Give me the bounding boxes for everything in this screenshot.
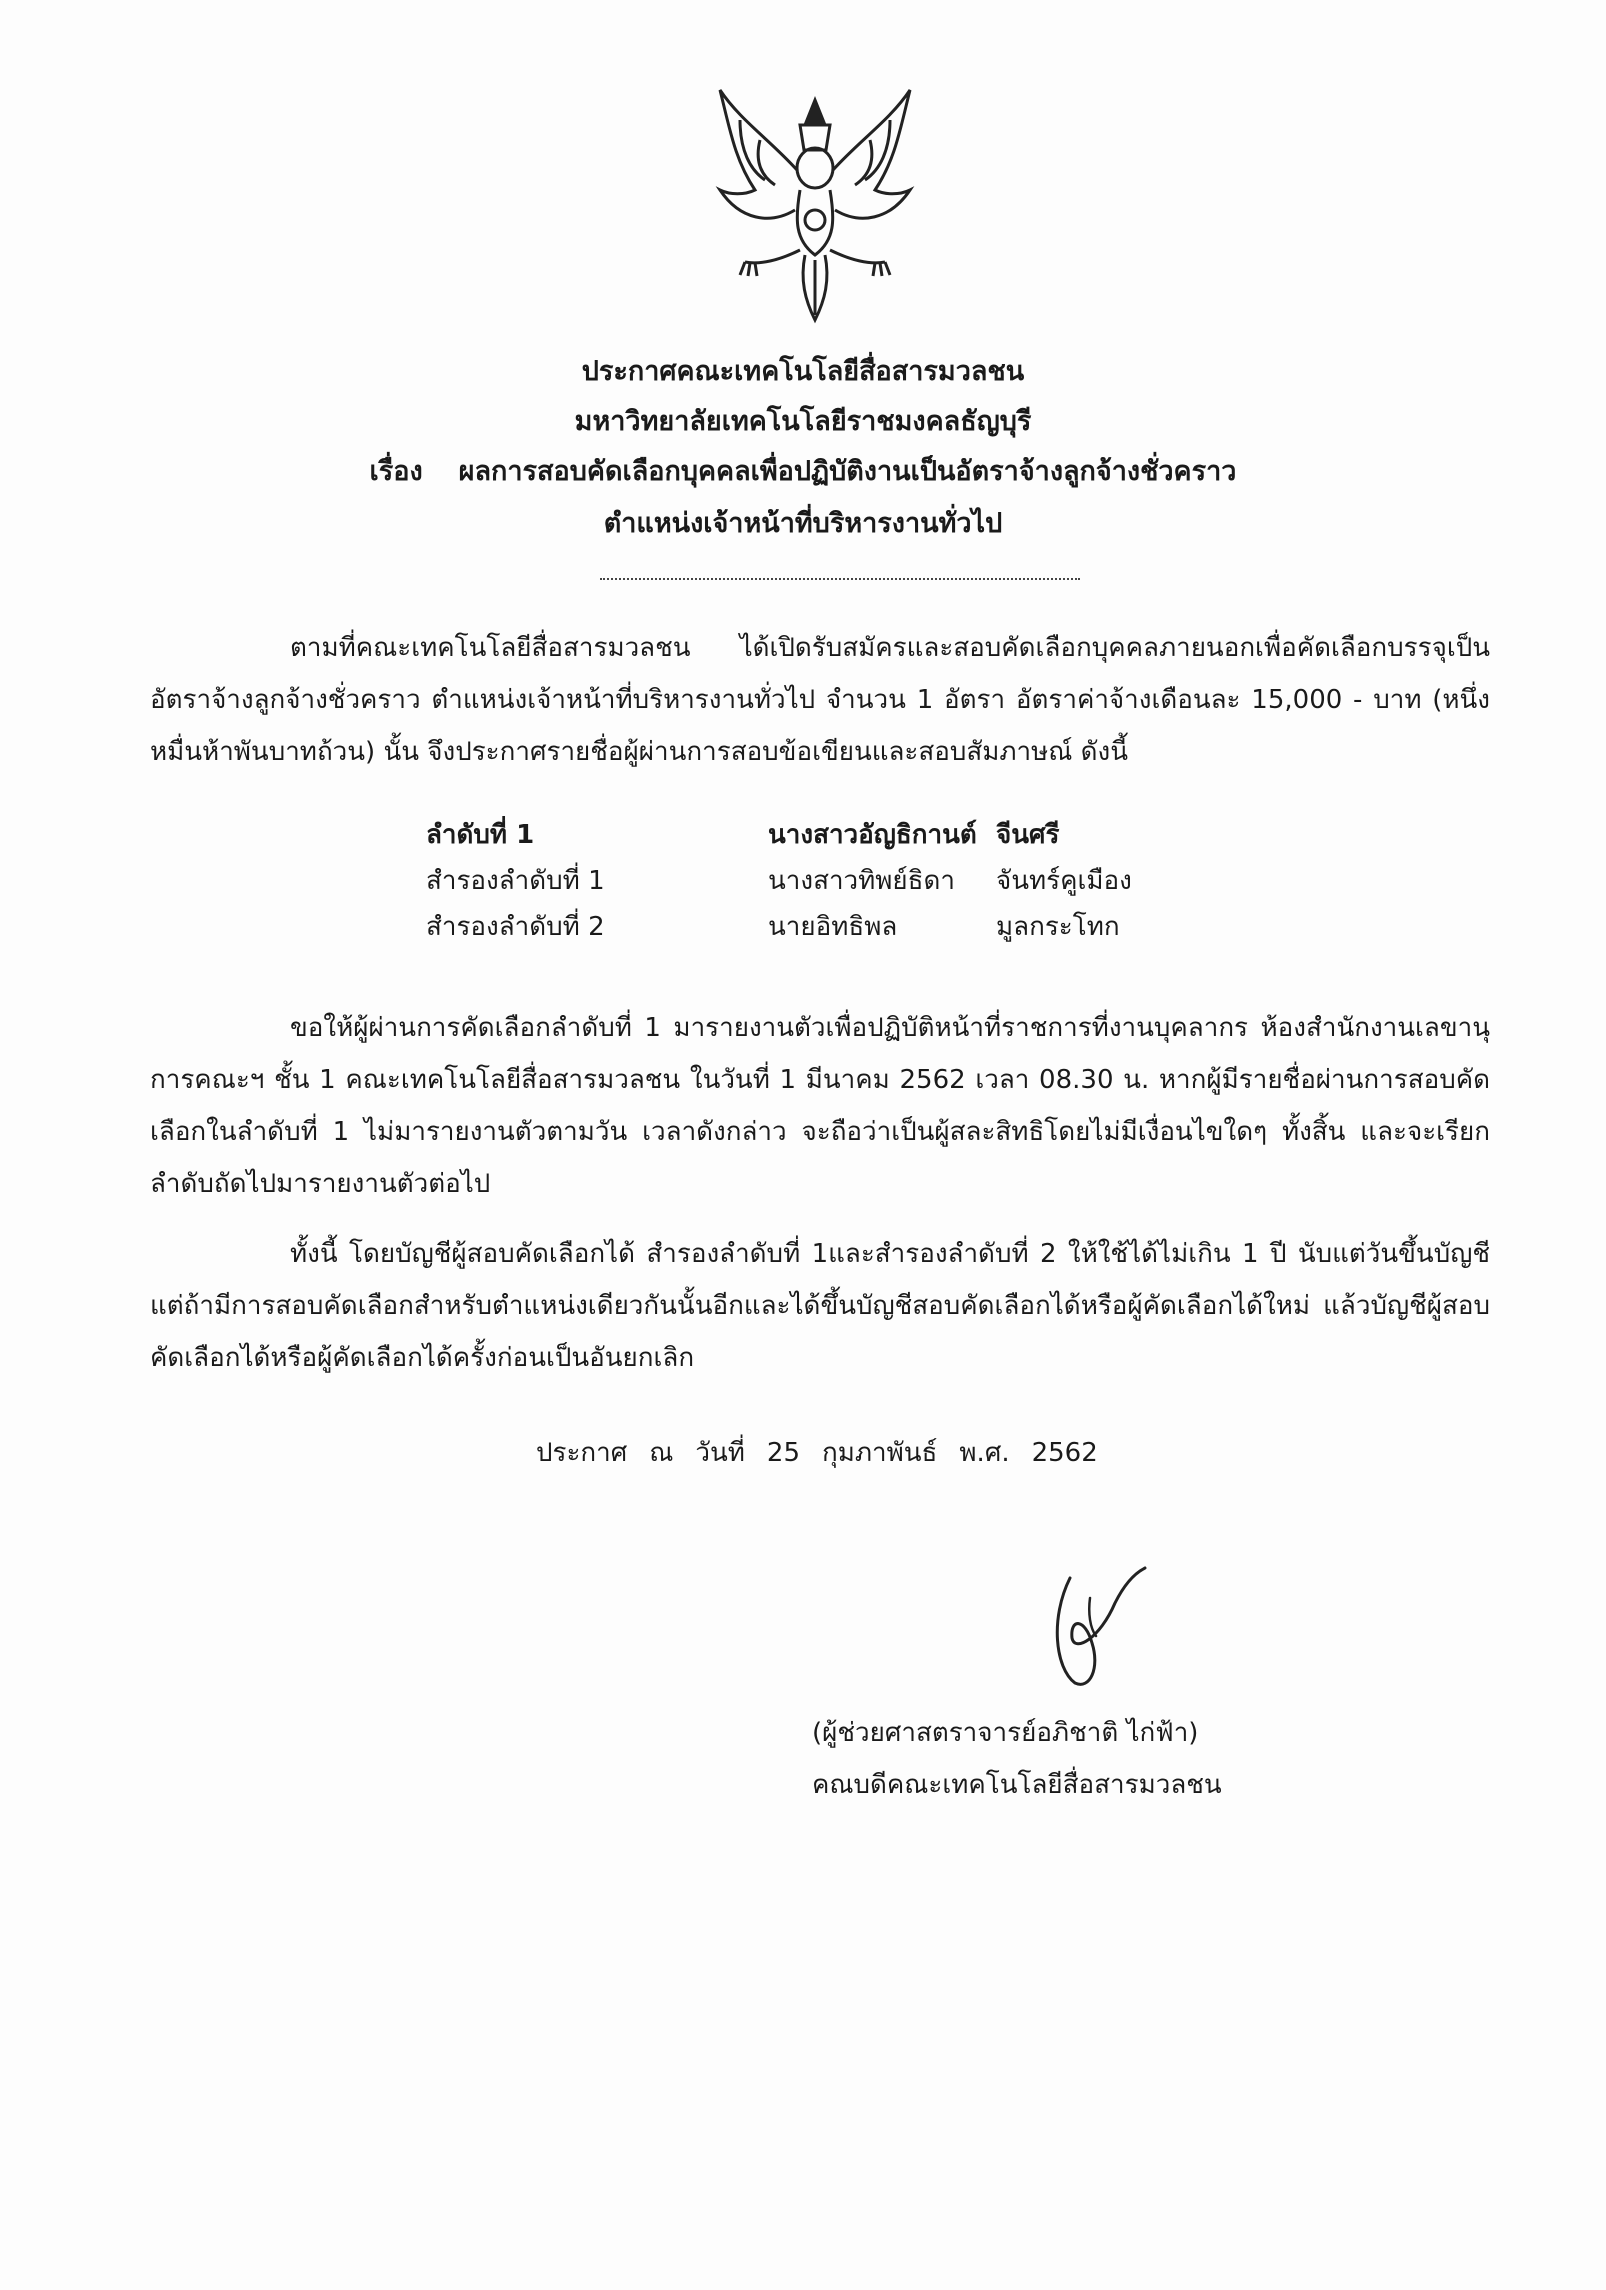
subject-text: ผลการสอบคัดเลือกบุคคลเพื่อปฏิบัติงานเป็นอัตราจ้างลูกจ้างชั่วคราว	[458, 456, 1237, 487]
result-rank: ลำดับที่ 1	[426, 820, 535, 850]
position-title: ตำแหน่งเจ้าหน้าที่บริหารงานทั่วไป	[603, 508, 1003, 539]
signer-name-line	[0, 1708, 1606, 1758]
result-row	[426, 858, 1326, 904]
date-day: 25	[766, 1438, 801, 1468]
paragraph-intro	[150, 622, 1490, 778]
result-rank: สำรองลำดับที่ 2	[426, 912, 605, 942]
result-name: นางสาวทิพย์ธิดา	[768, 866, 956, 896]
paragraph-list-validity	[150, 1228, 1490, 1384]
date-year: 2562	[1031, 1438, 1098, 1468]
date-era: พ.ศ.	[959, 1438, 1010, 1468]
result-surname: จันทร์คูเมือง	[996, 866, 1132, 896]
garuda-emblem-icon	[700, 80, 930, 330]
result-name: นางสาวอัญธิกานต์	[768, 820, 977, 850]
date-prefix: ประกาศ	[536, 1438, 628, 1468]
result-surname: มูลกระโทก	[996, 912, 1120, 942]
paragraph-intro-text: ตามที่คณะเทคโนโลยีสื่อสารมวลชน ได้เปิดรับสมัครและสอบคัดเลือกบุคคลภายนอกเพื่อคัดเลือกบรรจุเป็นอัตราจ้างลูกจ้างชั่วคราว ตำแหน่งเจ้าหน้าที่บริหารงานทั่วไป จำนวน 1 อัตรา อัตราค่าจ้างเดือนละ 15,000 - บาท (หนึ่งหมื่นห้าพันบาทถ้วน) นั้น จึงประกาศรายชื่อผู้ผ่านการสอบข้อเขียนและสอบสัมภาษณ์ ดังนี้	[150, 633, 1490, 767]
subject-label: เรื่อง	[369, 456, 423, 487]
date-month: กุมภาพันธ์	[822, 1438, 938, 1468]
paragraph-validity-text: ทั้งนี้ โดยบัญชีผู้สอบคัดเลือกได้ สำรองลำดับที่ 1และสำรองลำดับที่ 2 ให้ใช้ได้ไม่เกิน 1 ปี นับแต่วันขึ้นบัญชี แต่ถ้ามีการสอบคัดเลือกสำหรับตำแหน่งเดียวกันนั้นอีกและได้ขึ้นบัญชีสอบคัดเลือกได้หรือผู้คัดเลือกได้ใหม่ แล้วบัญชีผู้สอบคัดเลือกได้หรือผู้คัดเลือกได้ครั้งก่อนเป็นอันยกเลิก	[150, 1239, 1490, 1373]
subject-line	[0, 448, 1606, 496]
separator-dotted-line	[600, 578, 1080, 580]
signer-name: (ผู้ช่วยศาสตราจารย์อภิชาติ ไก่ฟ้า)	[812, 1718, 1199, 1748]
signer-title-line	[0, 1760, 1606, 1810]
result-name: นายอิทธิพล	[768, 912, 898, 942]
date-day-label: วันที่	[695, 1438, 745, 1468]
results-list	[426, 812, 1326, 950]
result-rank: สำรองลำดับที่ 1	[426, 866, 605, 896]
signer-title: คณบดีคณะเทคโนโลยีสื่อสารมวลชน	[812, 1770, 1222, 1800]
paragraph-report-instructions	[150, 1002, 1490, 1210]
paragraph-report-text: ขอให้ผู้ผ่านการคัดเลือกลำดับที่ 1 มารายงานตัวเพื่อปฏิบัติหน้าที่ราชการที่งานบุคลากร ห้องสำนักงานเลขานุการคณะฯ ชั้น 1 คณะเทคโนโลยีสื่อสารมวลชน ในวันที่ 1 มีนาคม 2562 เวลา 08.30 น. หากผู้มีรายชื่อผ่านการสอบคัดเลือกในลำดับที่ 1 ไม่มารายงานตัวตามวัน เวลาดังกล่าว จะถือว่าเป็นผู้สละสิทธิโดยไม่มีเงื่อนไขใดๆ ทั้งสิ้น และจะเรียกลำดับถัดไปมารายงานตัวต่อไป	[150, 1013, 1490, 1199]
university-name: มหาวิทยาลัยเทคโนโลยีราชมงคลธัญบุรี	[574, 406, 1032, 437]
date-at: ณ	[649, 1438, 674, 1468]
result-surname: จีนศรี	[996, 820, 1060, 850]
result-row	[426, 812, 1326, 858]
result-row	[426, 904, 1326, 950]
announcement-issuer: ประกาศคณะเทคโนโลยีสื่อสารมวลชน	[581, 356, 1025, 387]
announcement-date	[536, 1428, 1120, 1478]
handwritten-signature	[1030, 1558, 1160, 1698]
